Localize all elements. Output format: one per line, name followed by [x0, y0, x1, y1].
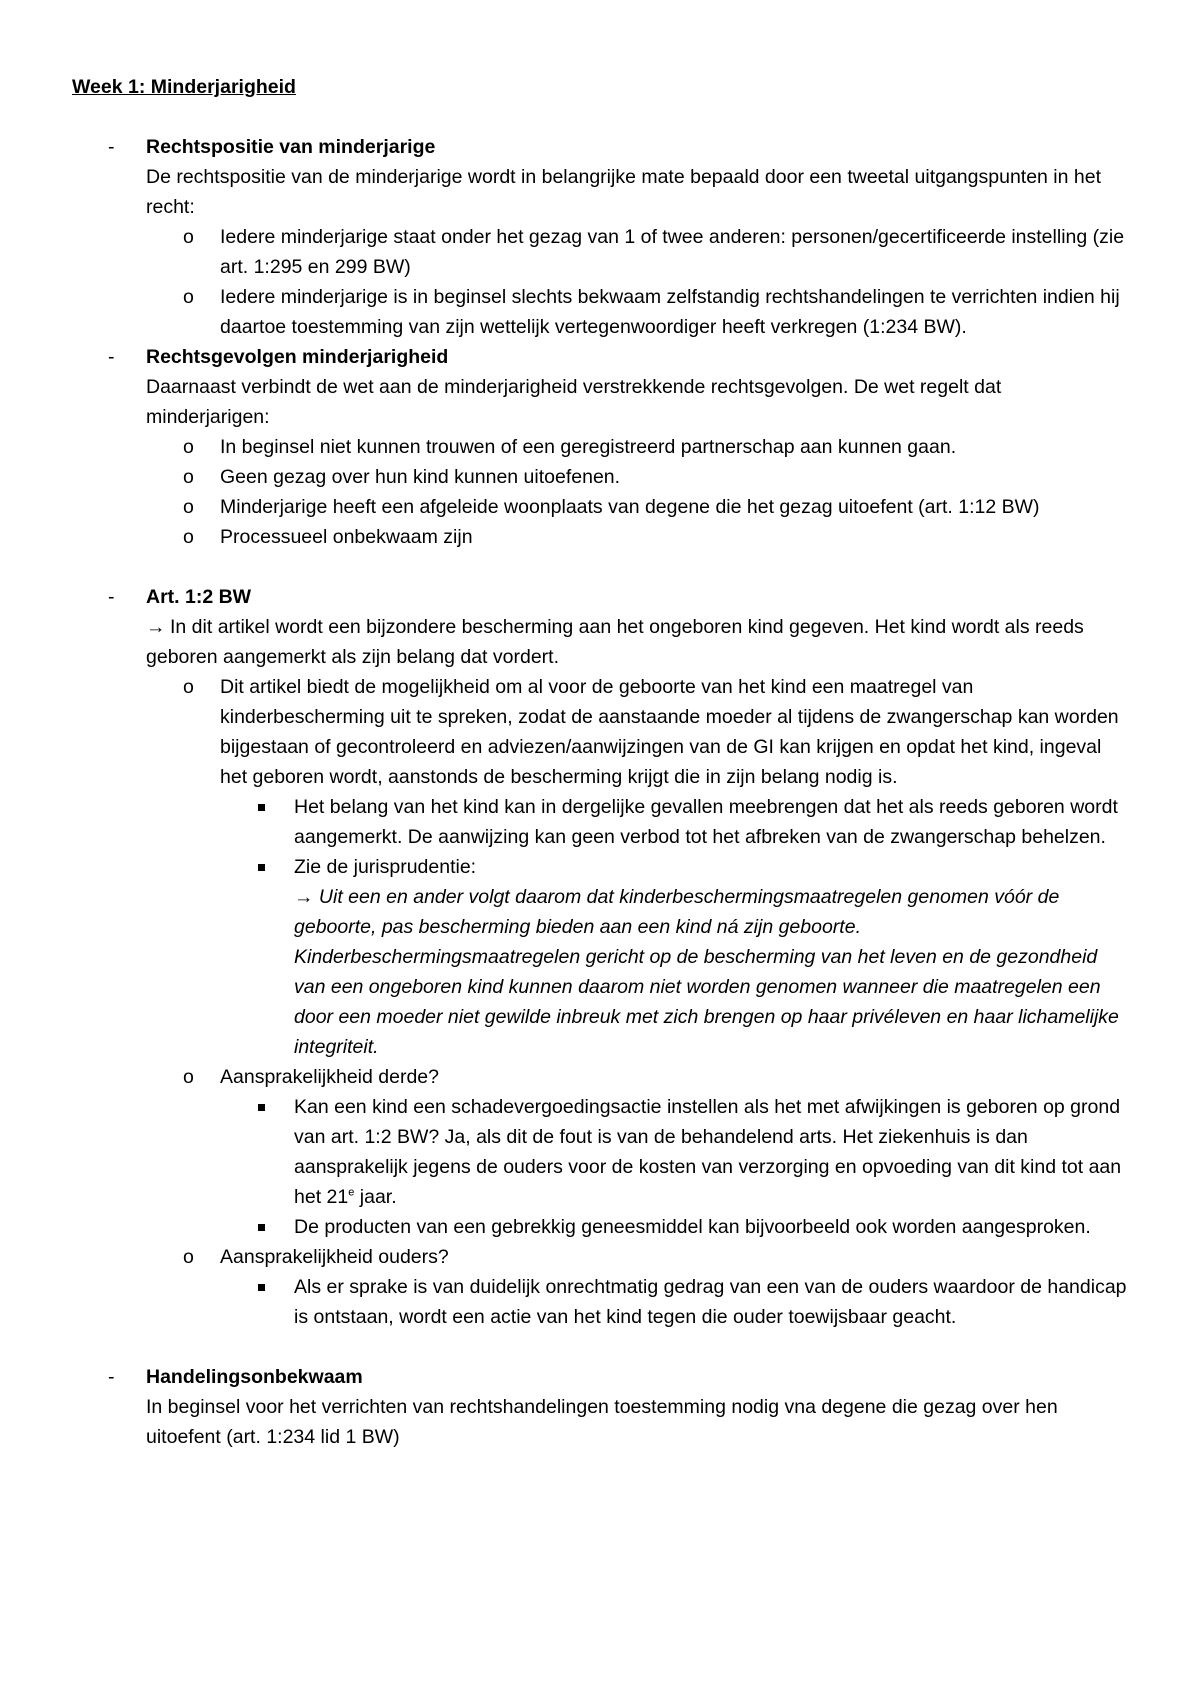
- dash-marker: -: [108, 586, 115, 608]
- list-item: [146, 1062, 1130, 1242]
- section-rechtsgevolgen: [72, 342, 1130, 552]
- dash-marker: -: [108, 136, 115, 158]
- square-bullet: [258, 1224, 265, 1231]
- circle-bullet: o: [183, 1066, 194, 1088]
- square-bullet: [258, 804, 265, 811]
- list-item-text: Dit artikel biedt de mogelijkheid om al voor de geboorte van het kind een maatregel van kinderbescherming uit te spreken, zodat de aanstaande moeder al tijdens de zwangerschap kan worden bijgestaan of gecontroleerd en adviezen/aanwijzingen van de GI kan krijgen en opdat het kind, ingeval het geboren wordt, aanstonds de bescherming krijgt die in zijn belang nodig is.: [220, 676, 1119, 788]
- list-item: [146, 222, 1130, 282]
- page-title: Week 1: Minderjarigheid: [72, 76, 296, 98]
- section-heading: Handelingsonbekwaam: [146, 1366, 363, 1388]
- list-item: [146, 492, 1130, 522]
- sub-list-item-text: Zie de jurisprudentie:: [294, 856, 477, 878]
- list-item-text: Processueel onbekwaam zijn: [220, 526, 473, 548]
- sub-list-item: [220, 1092, 1130, 1212]
- list-item-text: Iedere minderjarige is in beginsel slechts bekwaam zelfstandig rechtshandelingen te verrichten indien hij daartoe toestemming van zijn wettelijk vertegenwoordiger heeft verkregen (1:234 BW).: [220, 286, 1120, 338]
- list-item: [146, 282, 1130, 342]
- superscript-e: e: [348, 1186, 355, 1199]
- circle-bullet: o: [183, 526, 194, 548]
- square-bullet: [258, 864, 265, 871]
- arrow-icon: →: [146, 616, 166, 638]
- sub-list-item-text: Het belang van het kind kan in dergelijke gevallen meebrengen dat het als reeds geboren wordt aangemerkt. De aanwijzing kan geen verbod tot het afbreken van de zwangerschap behelzen.: [294, 796, 1118, 848]
- dash-marker: -: [108, 346, 115, 368]
- list-item-text: Aansprakelijkheid ouders?: [220, 1246, 449, 1268]
- list-item: [146, 522, 1130, 552]
- section-text-body: In dit artikel wordt een bijzondere bescherming aan het ongeboren kind gegeven. Het kind wordt als reeds geboren aangemerkt als zijn belang dat vordert.: [146, 616, 1084, 668]
- section-art-1-2-bw: [72, 582, 1130, 1332]
- sub-list-item-text: Kan een kind een schadevergoedingsactie instellen als het met afwijkingen is geboren op grond van art. 1:2 BW? Ja, als dit de fout is van de behandelend arts. Het ziekenhuis is dan aansprakelijk jegens de ouders voor de kosten van verzorging en opvoeding van dit kind tot aan het 21: [294, 1096, 1122, 1208]
- list-item: [146, 462, 1130, 492]
- section-heading: Rechtspositie van minderjarige: [146, 136, 436, 158]
- jurisprudence-quote: [294, 882, 1130, 1062]
- circle-bullet: o: [183, 496, 194, 518]
- circle-bullet: o: [183, 466, 194, 488]
- section-text: In beginsel voor het verrichten van rechtshandelingen toestemming nodig vna degene die gezag over hen uitoefent (art. 1:234 lid 1 BW): [146, 1396, 1058, 1448]
- circle-bullet: o: [183, 286, 194, 308]
- circle-bullet: o: [183, 676, 194, 698]
- list-item-text: Geen gezag over hun kind kunnen uitoefenen.: [220, 466, 621, 488]
- section-rechtspositie: [72, 132, 1130, 342]
- section-text: [146, 612, 1130, 672]
- section-heading: Rechtsgevolgen minderjarigheid: [146, 346, 449, 368]
- square-bullet: [258, 1284, 265, 1291]
- arrow-icon: →: [294, 886, 314, 908]
- section-handelingsonbekwaam: [72, 1362, 1130, 1452]
- sub-list-item-text: Als er sprake is van duidelijk onrechtmatig gedrag van een van de ouders waardoor de handicap is ontstaan, wordt een actie van het kind tegen die ouder toewijsbaar geacht.: [294, 1276, 1127, 1328]
- section-text: Daarnaast verbindt de wet aan de minderjarigheid verstrekkende rechtsgevolgen. De wet regelt dat minderjarigen:: [146, 376, 1002, 428]
- circle-bullet: o: [183, 1246, 194, 1268]
- sub-list-item-text: De producten van een gebrekkig geneesmiddel kan bijvoorbeeld ook worden aangesproken.: [294, 1216, 1091, 1238]
- sub-list-item: [220, 1272, 1130, 1332]
- list-item-text: Iedere minderjarige staat onder het gezag van 1 of twee anderen: personen/gecertificeerde instelling (zie art. 1:295 en 299 BW): [220, 226, 1125, 278]
- circle-bullet: o: [183, 226, 194, 248]
- list-item: [146, 1242, 1130, 1332]
- quote-text: Uit een en ander volgt daarom dat kinderbeschermingsmaatregelen genomen vóór de geboorte, pas bescherming bieden aan een kind ná zijn geboorte. Kinderbeschermingsmaatregelen gericht op de bescherming van het leven en de gezondheid van een ongeboren kind kunnen daarom niet worden genomen wanneer die maatregelen een door een moeder niet gewilde inbreuk met zich brengen op haar privéleven en haar lichamelijke integriteit.: [294, 886, 1119, 1058]
- list-item-text: Minderjarige heeft een afgeleide woonplaats van degene die het gezag uitoefent (art. 1:12 BW): [220, 496, 1040, 518]
- sub-list-item-tail: jaar.: [354, 1186, 397, 1208]
- sub-list-item: [220, 1212, 1130, 1242]
- dash-marker: -: [108, 1366, 115, 1388]
- sub-list-item: [220, 792, 1130, 852]
- circle-bullet: o: [183, 436, 194, 458]
- list-item-text: In beginsel niet kunnen trouwen of een geregistreerd partnerschap aan kunnen gaan.: [220, 436, 957, 458]
- section-text: De rechtspositie van de minderjarige wordt in belangrijke mate bepaald door een tweetal uitgangspunten in het recht:: [146, 166, 1102, 218]
- section-heading: Art. 1:2 BW: [146, 586, 252, 608]
- list-item: [146, 432, 1130, 462]
- square-bullet: [258, 1104, 265, 1111]
- list-item: [146, 672, 1130, 1062]
- sub-list-item: [220, 852, 1130, 1062]
- list-item-text: Aansprakelijkheid derde?: [220, 1066, 439, 1088]
